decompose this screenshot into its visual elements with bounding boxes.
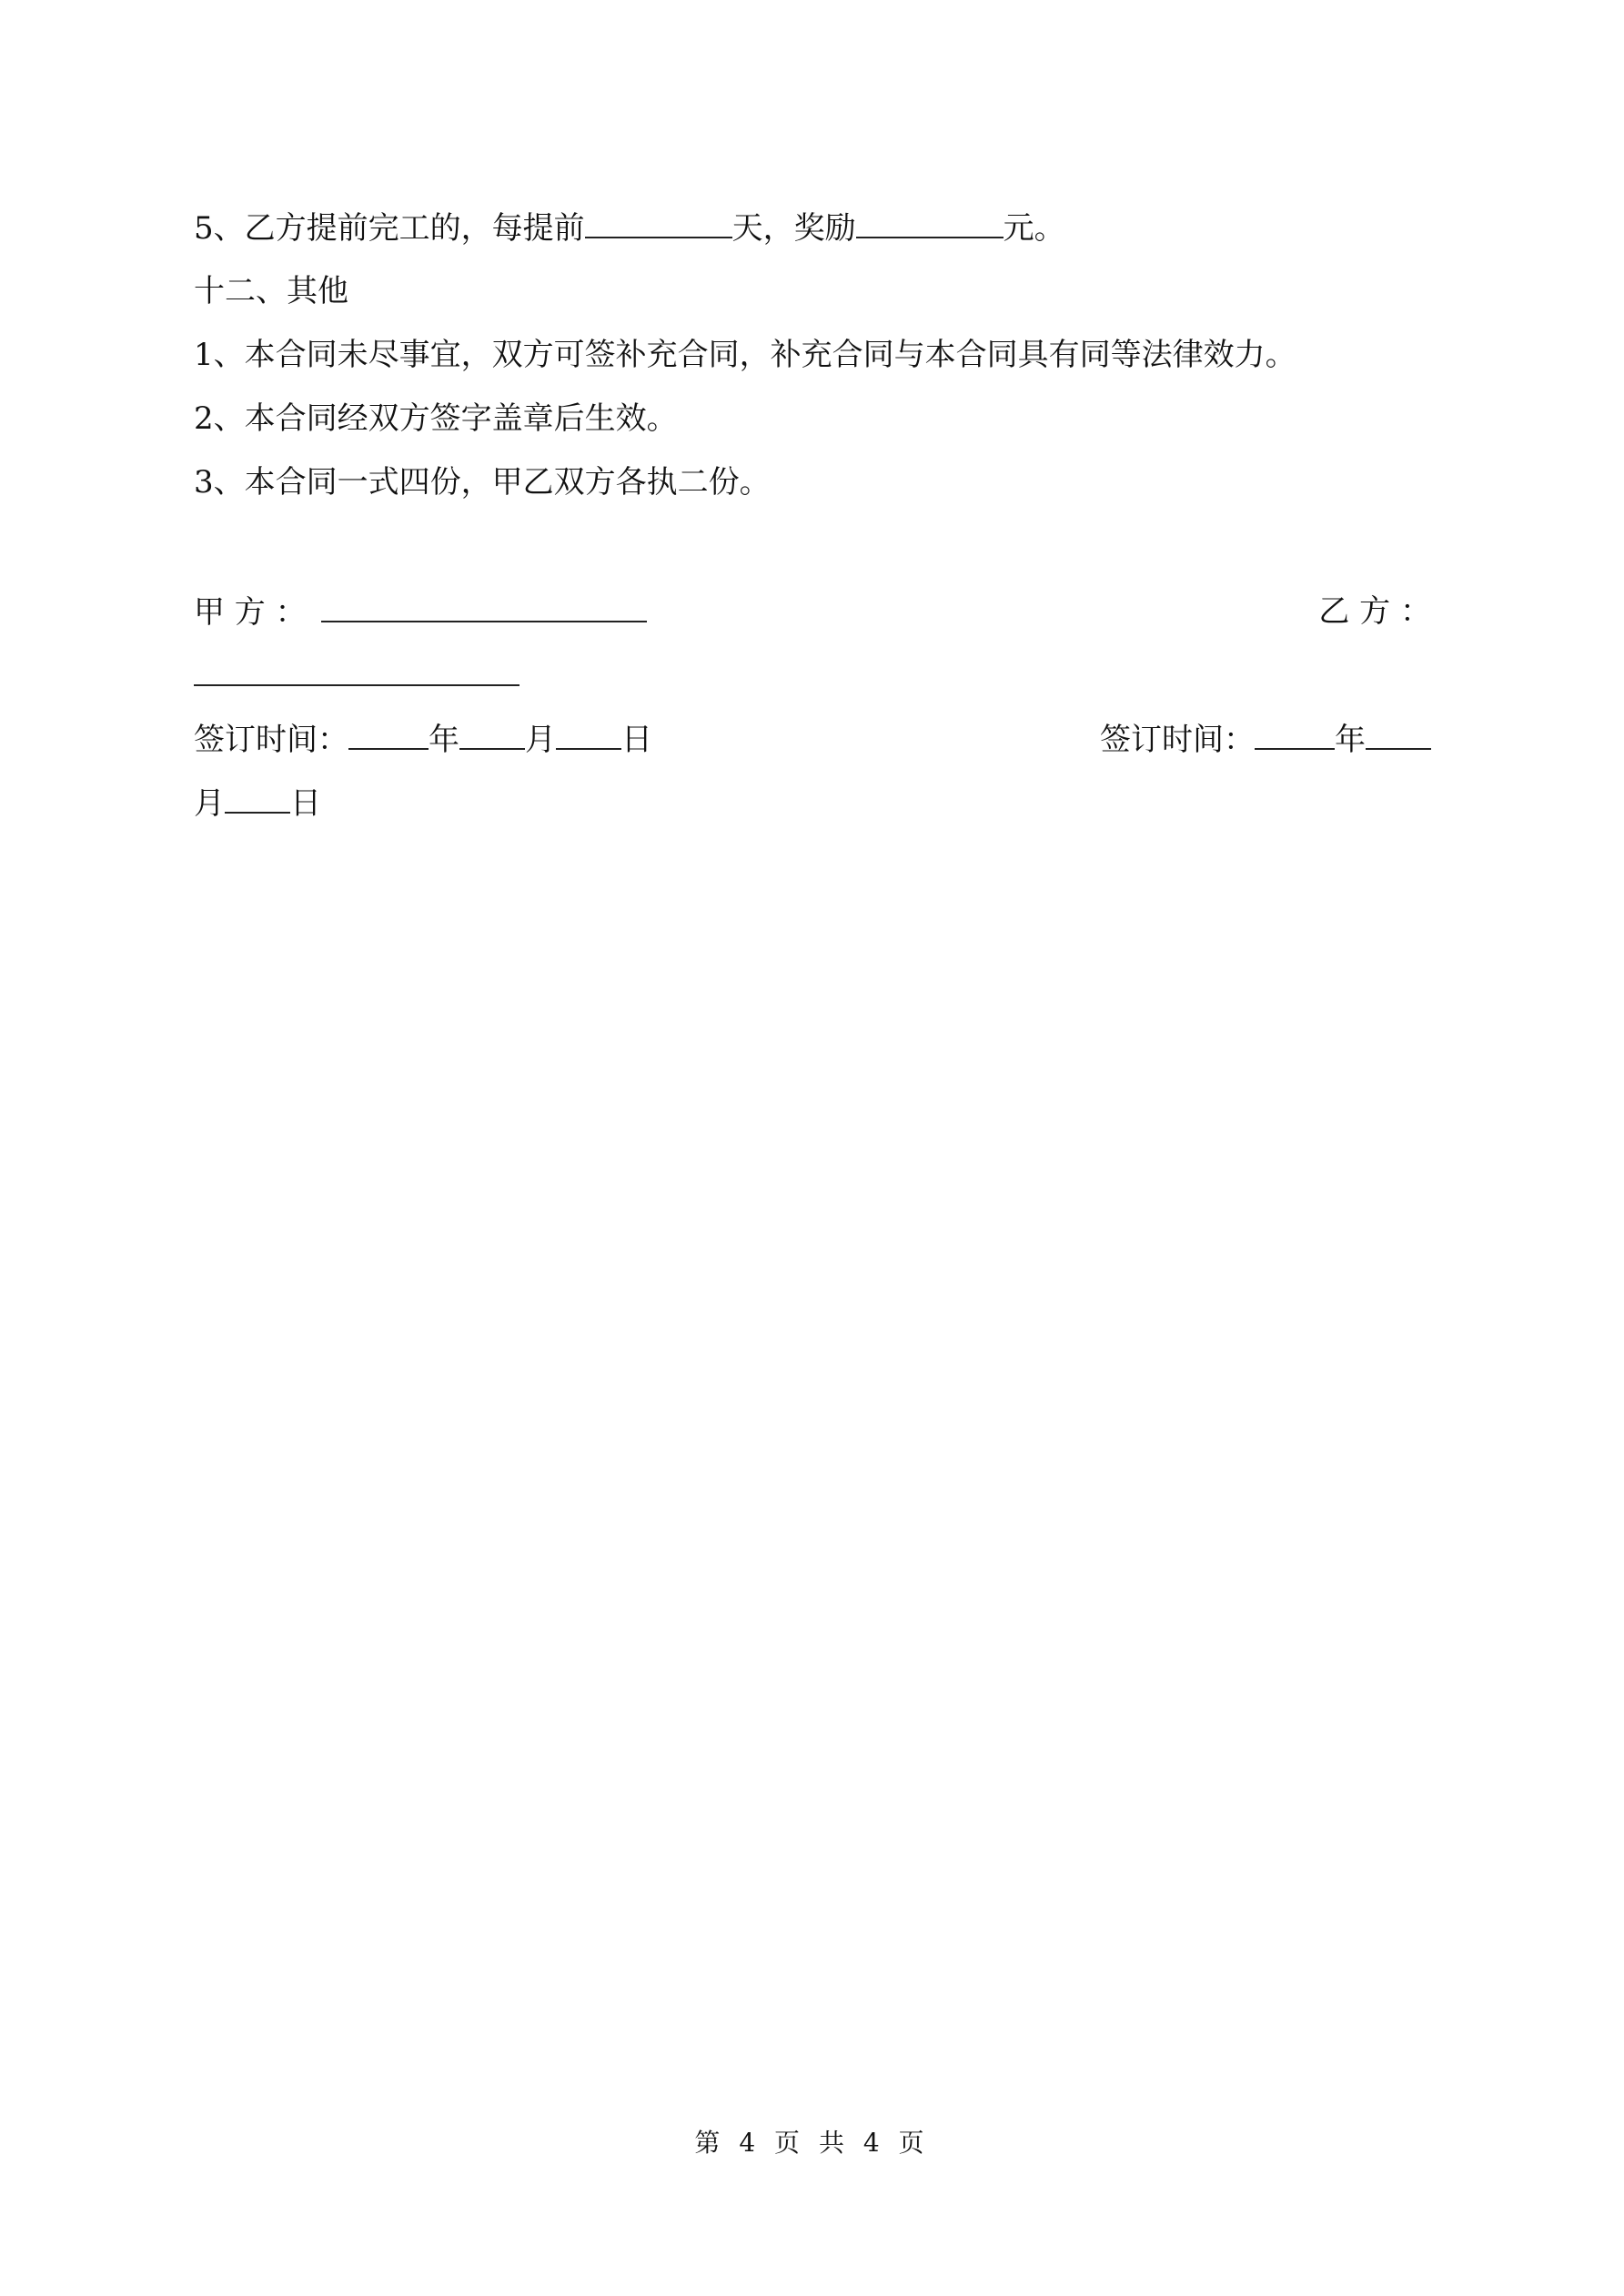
party-a-label: 甲 方 ： [194, 594, 307, 631]
section-12-item-2: 2、本合同经双方签字盖章后生效。 [194, 400, 678, 437]
party-a-month-blank[interactable] [459, 721, 525, 750]
party-b-sign-time-label: 签订时间： [1100, 722, 1255, 758]
party-b-year-label: 年 [1335, 722, 1366, 758]
party-b-day-label: 日 [290, 785, 321, 822]
party-b-signature [1318, 593, 1431, 630]
party-a-sign-time-label: 签订时间： [194, 722, 348, 758]
party-b-label: 乙 方 ： [1318, 593, 1431, 630]
party-b-sign-date [1100, 721, 1431, 758]
party-a-day-label: 日 [621, 722, 652, 758]
party-b-signature-line [194, 657, 519, 694]
party-a-month-label: 月 [525, 722, 556, 758]
party-b-sign-date-continued [194, 784, 321, 822]
section-12-heading: 十二、其他 [194, 273, 348, 309]
clause-5-middle: 天，奖励 [731, 210, 856, 247]
party-a-year-label: 年 [429, 722, 459, 758]
party-a-signature [194, 593, 647, 631]
clause-5-suffix: 元。 [1003, 210, 1065, 247]
party-b-year-blank[interactable] [1255, 721, 1335, 750]
party-a-sign-date [194, 721, 652, 758]
page-number-footer: 第 4 页 共 4 页 [694, 2128, 930, 2158]
reward-amount-blank[interactable] [856, 209, 1004, 238]
clause-5-prefix: 5、乙方提前完工的，每提前 [194, 210, 585, 247]
clause-5 [194, 209, 1065, 247]
party-a-year-blank[interactable] [348, 721, 429, 750]
party-b-month-label: 月 [194, 785, 225, 822]
section-12-item-3: 3、本合同一式四份，甲乙双方各执二份。 [194, 464, 771, 501]
party-b-month-blank[interactable] [1366, 721, 1431, 750]
party-b-signature-blank[interactable] [194, 657, 519, 686]
party-b-day-blank[interactable] [225, 784, 290, 814]
days-blank[interactable] [585, 209, 732, 238]
section-12-item-1: 1、本合同未尽事宜，双方可签补充合同，补充合同与本合同具有同等法律效力。 [194, 337, 1296, 373]
party-a-day-blank[interactable] [556, 721, 621, 750]
party-a-signature-blank[interactable] [321, 593, 647, 622]
